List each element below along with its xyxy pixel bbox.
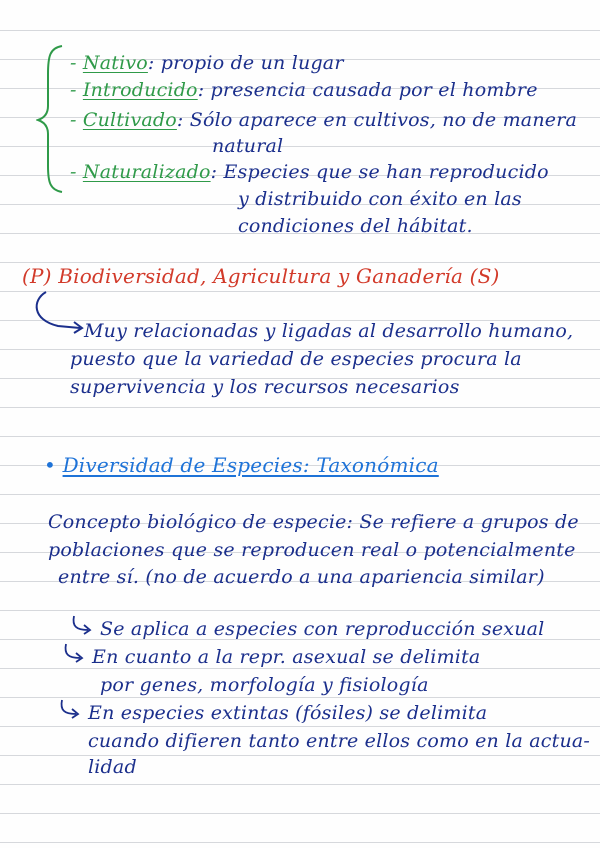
definition-naturalizado-cont-1: y distribuido con éxito en las <box>238 188 522 210</box>
note-line-5: cuando difieren tanto entre ellos como en la actua- <box>88 730 591 752</box>
definition-cultivado <box>70 111 577 130</box>
definition-cultivado-cont: natural <box>212 135 284 157</box>
definition-nativo <box>70 54 344 73</box>
term-introducido: Introducido <box>82 79 198 101</box>
concepto-line-1: Concepto biológico de especie: Se refiere a grupos de <box>48 511 579 533</box>
biodiversidad-text-1: Muy relacionadas y ligadas al desarrollo humano, <box>84 320 574 342</box>
note-line-4: En especies extintas (fósiles) se delimita <box>88 702 488 724</box>
definition-text: Especies que se han reproducido <box>217 161 549 183</box>
biodiversidad-text-3: supervivencia y los recursos necesarios <box>70 376 460 398</box>
concepto-line-3: entre sí. (no de acuerdo a una apariencia similar) <box>58 566 545 588</box>
note-line-3: por genes, morfología y fisiología <box>100 674 429 696</box>
definition-introducido <box>70 81 538 100</box>
term-nativo: Nativo <box>82 52 148 74</box>
term-sep: : <box>210 161 218 183</box>
dash: - <box>70 109 83 131</box>
biodiversidad-text-2: puesto que la variedad de especies procura la <box>70 348 522 370</box>
definition-text: propio de un lugar <box>154 52 344 74</box>
heading-text: Diversidad de Especies: Taxonómica <box>62 453 439 477</box>
term-sep: : <box>147 52 155 74</box>
dash: - <box>70 79 83 101</box>
dash: - <box>70 161 83 183</box>
section-heading-biodiversidad: (P) Biodiversidad, Agricultura y Ganadería (S) <box>22 264 500 288</box>
note-line-6: lidad <box>88 756 137 778</box>
return-arrow-icon <box>70 614 96 636</box>
dash: - <box>70 52 83 74</box>
note-line-1: Se aplica a especies con reproducción sexual <box>100 618 545 640</box>
curly-brace <box>36 44 66 194</box>
term-cultivado: Cultivado <box>82 109 177 131</box>
return-arrow-icon <box>62 642 88 664</box>
term-naturalizado: Naturalizado <box>82 161 211 183</box>
curved-arrow-icon <box>28 290 88 340</box>
definition-naturalizado-cont-2: condiciones del hábitat. <box>238 215 473 237</box>
section-heading-diversidad <box>44 455 439 475</box>
term-sep: : <box>197 79 205 101</box>
concepto-line-2: poblaciones que se reproducen real o potencialmente <box>48 539 576 561</box>
bullet: • <box>44 453 56 477</box>
definition-text: Sólo aparece en cultivos, no de manera <box>183 109 578 131</box>
return-arrow-icon <box>58 698 84 720</box>
term-sep: : <box>176 109 184 131</box>
note-line-2: En cuanto a la repr. asexual se delimita <box>92 646 481 668</box>
definition-text: presencia causada por el hombre <box>204 79 538 101</box>
definition-naturalizado <box>70 163 549 182</box>
